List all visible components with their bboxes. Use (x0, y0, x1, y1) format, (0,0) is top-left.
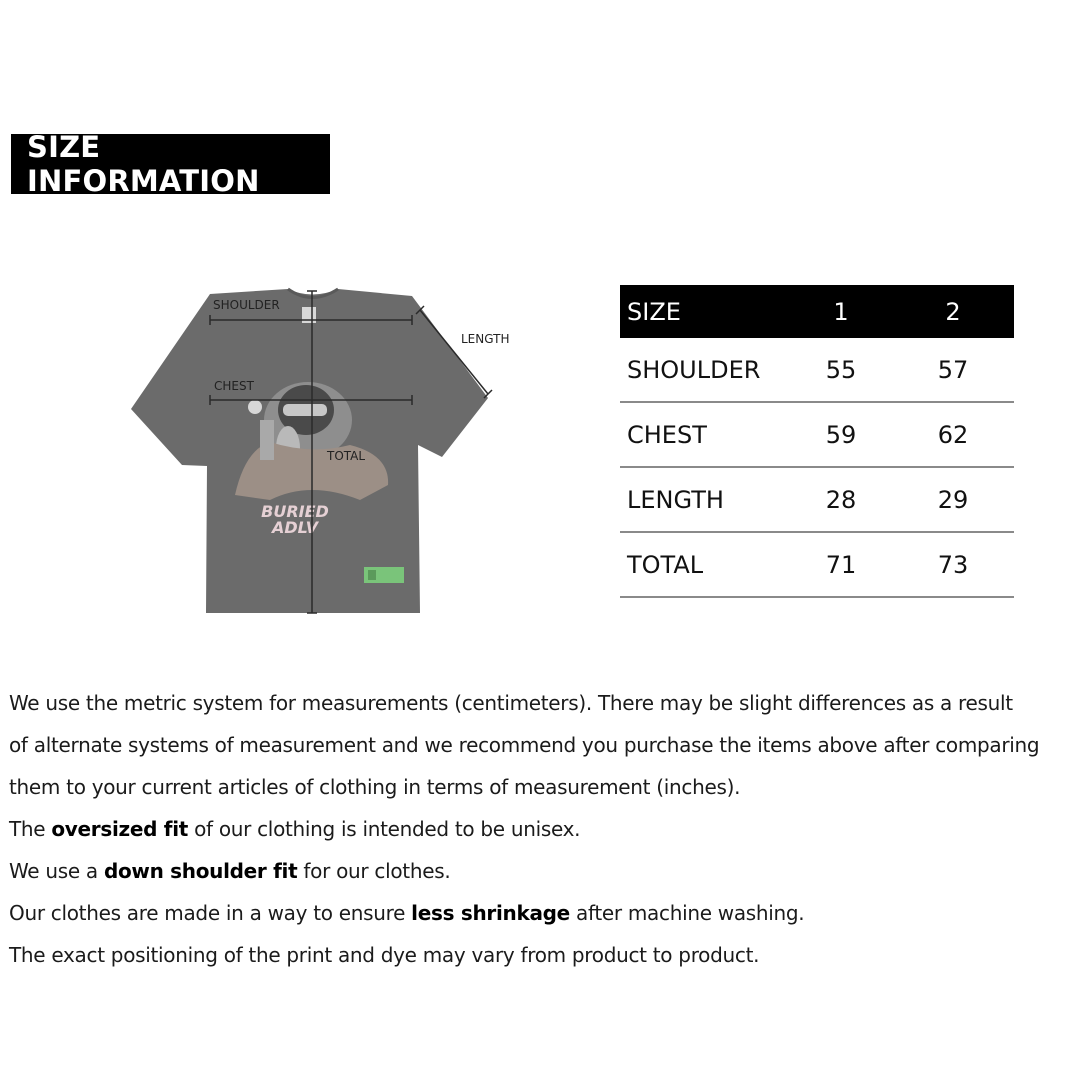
row-value-size-1: 28 (825, 485, 857, 514)
size-table-header (620, 285, 1014, 338)
note-line: We use the metric system for measurements (centimeters). There may be slight differences as a result (9, 691, 1013, 715)
row-label: CHEST (627, 420, 707, 449)
row-value-size-2: 62 (937, 420, 969, 449)
section-title (11, 130, 330, 198)
row-value-size-2: 73 (937, 550, 969, 579)
note-line: of alternate systems of measurement and we recommend you purchase the items above after comparing (9, 733, 1040, 757)
row-label: TOTAL (627, 550, 704, 579)
row-value-size-1: 71 (825, 550, 857, 579)
row-label: SHOULDER (627, 355, 761, 384)
note-line-shrinkage: Our clothes are made in a way to ensure less shrinkage after machine washing. (9, 901, 805, 925)
table-row-chest (620, 403, 1014, 468)
note-emphasis: down shoulder fit (103, 859, 298, 883)
row-value-size-1: 59 (825, 420, 857, 449)
note-line: them to your current articles of clothing in terms of measurement (inches). (9, 775, 741, 799)
section-title-text: SIZE INFORMATION (27, 130, 260, 198)
note-line-oversized-fit: The oversized fit of our clothing is intended to be unisex. (9, 817, 581, 841)
row-value-size-2: 29 (937, 485, 969, 514)
note-emphasis: oversized fit (51, 817, 189, 841)
chest-label: CHEST (214, 379, 254, 393)
print-text-line2: ADLV (271, 518, 319, 537)
note-line-down-shoulder: We use a down shoulder fit for our clothes. (9, 859, 451, 883)
table-row-total (620, 533, 1014, 598)
tshirt-measurement-diagram (120, 280, 540, 620)
table-row-shoulder (620, 338, 1014, 403)
row-value-size-2: 57 (937, 355, 969, 384)
length-label: LENGTH (461, 332, 510, 346)
size-notes (9, 682, 1077, 976)
print-text-line1: BURIED (261, 502, 329, 521)
row-value-size-1: 55 (825, 355, 857, 384)
size-1-header-cell: 1 (833, 297, 849, 326)
size-header-cell: SIZE (627, 297, 681, 326)
size-2-header-cell: 2 (945, 297, 961, 326)
table-row-length (620, 468, 1014, 533)
note-emphasis: less shrinkage (411, 901, 570, 925)
shoulder-label: SHOULDER (213, 298, 280, 312)
tshirt-diagram-svg (120, 280, 540, 620)
size-table (620, 285, 1014, 598)
total-label: TOTAL (327, 449, 366, 463)
note-line: The exact positioning of the print and dye may vary from product to product. (9, 943, 760, 967)
row-label: LENGTH (627, 485, 724, 514)
